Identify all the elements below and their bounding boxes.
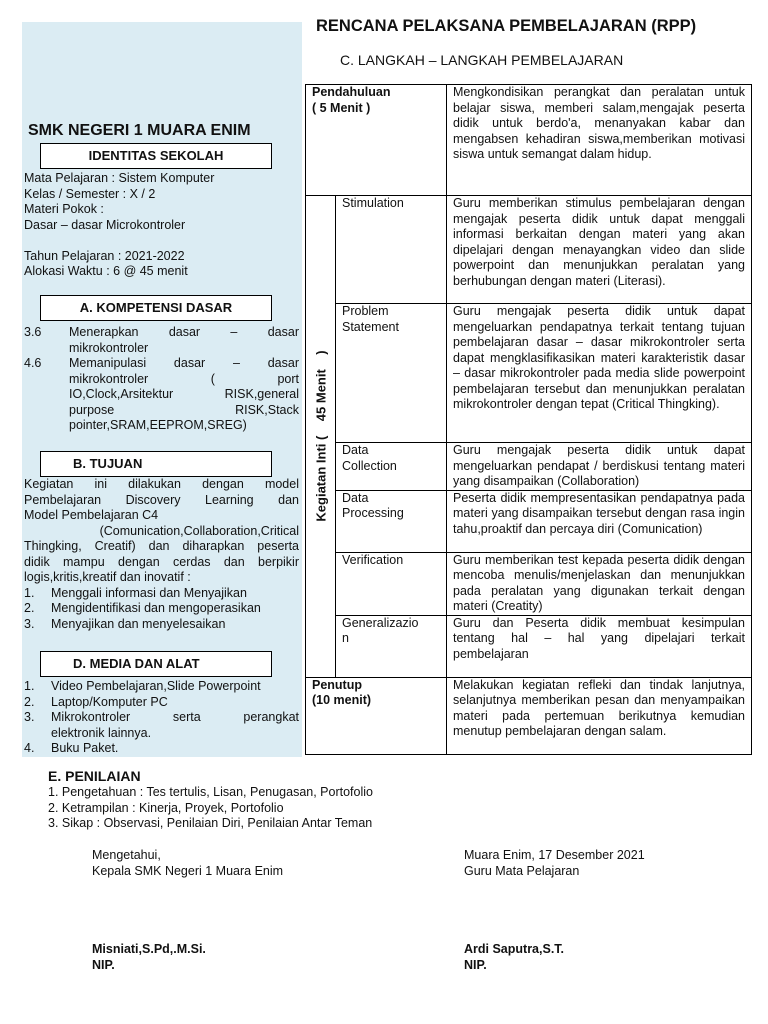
tujuan-line: Pembelajaran Discovery Learning dan bbox=[24, 492, 299, 507]
tujuan-line: Kegiatan ini dilakukan dengan model bbox=[24, 477, 299, 491]
tujuan-item bbox=[24, 586, 299, 602]
tujuan-number: 3. bbox=[24, 616, 35, 631]
identity-line: Materi Pokok : bbox=[24, 202, 104, 216]
media-list bbox=[24, 679, 299, 757]
media-item bbox=[24, 741, 299, 757]
kompetensi-item bbox=[24, 356, 299, 434]
kompetensi-item bbox=[24, 325, 299, 356]
step-name-line: n bbox=[342, 631, 349, 645]
penutup-label bbox=[306, 677, 447, 754]
table-row bbox=[306, 443, 752, 491]
step-name bbox=[336, 443, 447, 491]
penilaian-item: 1. Pengetahuan : Tes tertulis, Lisan, Penugasan, Portofolio bbox=[48, 785, 373, 799]
tujuan-heading: B. TUJUAN bbox=[40, 451, 272, 477]
table-row bbox=[306, 677, 752, 754]
tujuan-text: Mengidentifikasi dan mengoperasikan bbox=[51, 601, 261, 615]
tujuan-text: Menggali informasi dan Menyajikan bbox=[51, 585, 247, 600]
kegiatan-inti-label: Kegiatan Inti ( 45 Menit ) bbox=[312, 350, 328, 522]
kompetensi-line: purpose RISK,Stack bbox=[69, 402, 299, 417]
tujuan-block bbox=[24, 477, 299, 632]
table-row bbox=[306, 196, 752, 304]
signature-line: Kepala SMK Negeri 1 Muara Enim bbox=[92, 864, 284, 878]
identity-block bbox=[24, 171, 299, 280]
step-desc: Peserta didik mempresentasikan pendapatnya pada materi yang disampaikan tersebut dengan rasa ingin tahu,proaktif dan percaya diri (Comunication) bbox=[447, 490, 752, 552]
step-name-line: Problem bbox=[342, 304, 389, 318]
table-row bbox=[306, 552, 752, 615]
tujuan-line: Thingking, Creatif) dan diharapkan peserta bbox=[24, 539, 299, 553]
learning-steps-table bbox=[305, 84, 752, 755]
media-heading: D. MEDIA DAN ALAT bbox=[40, 651, 272, 677]
phase-label-line: Pendahuluan bbox=[312, 85, 391, 99]
media-number: 4. bbox=[24, 741, 35, 755]
step-desc: Guru mengajak peserta didik untuk dapat mengeluarkan pendapatnya terkait tentang tujuan pembelajaran dasar – dasar mikrokontroler serta dapat mengklasifikasikan materi karakteristik dasar – dasar mikrokontroler pada media slide powerpoint pembelajaran tersebut dan menunjukkan peralatan mikrokontroler dengan tepat (Critical Thingking). bbox=[447, 304, 752, 443]
tujuan-line: didik mampu dengan cerdas dan berpikir bbox=[24, 554, 299, 569]
kompetensi-heading: A. KOMPETENSI DASAR bbox=[40, 295, 272, 321]
penilaian-item: 3. Sikap : Observasi, Penilaian Diri, Penilaian Antar Teman bbox=[48, 816, 373, 830]
phase-label-line: (10 menit) bbox=[312, 693, 372, 707]
identity-heading: IDENTITAS SEKOLAH bbox=[40, 143, 272, 169]
kompetensi-line: mikrokontroler ( port bbox=[69, 371, 299, 386]
media-text: Mikrokontroler serta perangkat bbox=[51, 710, 299, 724]
kompetensi-line: pointer,SRAM,EEPROM,SREG) bbox=[69, 418, 247, 432]
table-row bbox=[306, 304, 752, 443]
step-name-line: Stimulation bbox=[342, 196, 404, 210]
tujuan-item bbox=[24, 617, 299, 633]
kompetensi-line: IO,Clock,Arsitektur RISK,general bbox=[69, 387, 299, 401]
kompetensi-line: mikrokontroler bbox=[69, 340, 149, 355]
step-name bbox=[336, 490, 447, 552]
phase-label-line: ( 5 Menit ) bbox=[312, 100, 371, 115]
kegiatan-inti-cell bbox=[306, 196, 336, 678]
identity-line: Alokasi Waktu : 6 @ 45 menit bbox=[24, 264, 188, 278]
step-name bbox=[336, 196, 447, 304]
step-name bbox=[336, 304, 447, 443]
step-desc: Guru memberikan stimulus pembelajaran dengan mengajak peserta didik untuk dapat menggali informasi berkaitan dengan materi yang akan dipelajari dengan menayangkan video dan slide powerpoint dan menunjukkan peralatan yang berhubungan dengan materi (Literasi). bbox=[447, 196, 752, 304]
penutup-desc: Melakukan kegiatan refleki dan tindak lanjutnya, selanjutnya memberikan pesan dan menyampaikan materi pada pertemuan berikutnya kemudian menutup pembelajaran dengan salam. bbox=[447, 677, 752, 754]
phase-label-line: Penutup bbox=[312, 677, 362, 692]
media-text: Laptop/Komputer PC bbox=[51, 694, 168, 709]
signature-nip: NIP. bbox=[464, 958, 487, 972]
signature-name: Misniati,S.Pd,.M.Si. bbox=[92, 942, 206, 956]
step-name bbox=[336, 552, 447, 615]
tujuan-number: 1. bbox=[24, 585, 35, 600]
media-number: 3. bbox=[24, 710, 35, 724]
kompetensi-number: 3.6 bbox=[24, 325, 42, 339]
step-name-line: Verification bbox=[342, 552, 404, 567]
tujuan-line: Model Pembelajaran C4 bbox=[24, 508, 159, 522]
media-number: 2. bbox=[24, 694, 35, 709]
identity-line: Kelas / Semester : X / 2 bbox=[24, 186, 156, 201]
identity-line: Tahun Pelajaran : 2021-2022 bbox=[24, 248, 185, 263]
penilaian-item: 2. Ketrampilan : Kinerja, Proyek, Portofolio bbox=[48, 800, 284, 815]
media-number: 1. bbox=[24, 679, 35, 693]
signature-name: Ardi Saputra,S.T. bbox=[464, 942, 565, 956]
media-text: Video Pembelajaran,Slide Powerpoint bbox=[51, 679, 261, 693]
step-name-line: Generalizazio bbox=[342, 615, 419, 630]
pendahuluan-desc: Mengkondisikan perangkat dan peralatan untuk belajar siswa, memberi salam,mengajak peserta didik untuk berdo'a, menanyakan kabar dan mengabsen kehadiran siswa,memberikan motivasi siswa untuk semangat dalam hidup. bbox=[447, 85, 752, 196]
signature-line: Guru Mata Pelajaran bbox=[464, 864, 580, 878]
identity-line: Mata Pelajaran : Sistem Komputer bbox=[24, 171, 215, 185]
step-desc: Guru memberikan test kepada peserta didik dengan mencoba menulis/menjelaskan dan menunjukkan pada peralatan yang digunakan terkait dengan materi (Creatity) bbox=[447, 552, 752, 615]
kompetensi-number: 4.6 bbox=[24, 356, 42, 370]
media-item bbox=[24, 695, 299, 711]
kompetensi-line: Menerapkan dasar – dasar bbox=[69, 325, 299, 339]
tujuan-text: Menyajikan dan menyelesaikan bbox=[51, 616, 226, 631]
identity-line: Dasar – dasar Microkontroler bbox=[24, 217, 186, 232]
table-row bbox=[306, 615, 752, 677]
signature-nip: NIP. bbox=[92, 958, 115, 972]
step-desc: Guru mengajak peserta didik untuk dapat mengeluarkan pendapat / berdiskusi tentang materi yang disampaikan (Collaboration) bbox=[447, 443, 752, 491]
penilaian-heading: E. PENILAIAN bbox=[48, 768, 141, 784]
identity-line bbox=[24, 233, 299, 249]
media-text: Buku Paket. bbox=[51, 741, 119, 755]
tujuan-item bbox=[24, 601, 299, 617]
step-name bbox=[336, 615, 447, 677]
tujuan-number: 2. bbox=[24, 601, 35, 615]
signature-line: Muara Enim, 17 Desember 2021 bbox=[464, 848, 645, 862]
step-name-line: Collection bbox=[342, 458, 397, 473]
signature-left bbox=[92, 847, 412, 973]
pendahuluan-label bbox=[306, 85, 447, 196]
media-text: elektronik lainnya. bbox=[51, 725, 152, 740]
step-name-line: Processing bbox=[342, 506, 404, 520]
tujuan-line: (Comunication,Collaboration,Critical bbox=[24, 523, 299, 538]
kompetensi-line: Memanipulasi dasar – dasar bbox=[69, 356, 299, 370]
kompetensi-list bbox=[24, 325, 299, 434]
table-row bbox=[306, 490, 752, 552]
signature-line: Mengetahui, bbox=[92, 848, 161, 862]
step-name-line: Data bbox=[342, 443, 369, 457]
school-name: SMK NEGERI 1 MUARA ENIM bbox=[28, 122, 251, 139]
penilaian-section bbox=[48, 768, 468, 832]
step-name-line: Statement bbox=[342, 319, 399, 334]
step-desc: Guru dan Peserta didik membuat kesimpulan tentang hal – hal yang dipelajari terkait pembelajaran bbox=[447, 615, 752, 677]
table-row bbox=[306, 85, 752, 196]
media-item bbox=[24, 679, 299, 695]
document-title: RENCANA PELAKSANA PEMBELAJARAN (RPP) bbox=[316, 17, 697, 35]
step-name-line: Data bbox=[342, 490, 369, 505]
section-subtitle: C. LANGKAH – LANGKAH PEMBELAJARAN bbox=[340, 52, 624, 68]
tujuan-line: logis,kritis,kreatif dan inovatif : bbox=[24, 570, 191, 584]
media-item bbox=[24, 710, 299, 741]
signature-right bbox=[464, 847, 744, 973]
